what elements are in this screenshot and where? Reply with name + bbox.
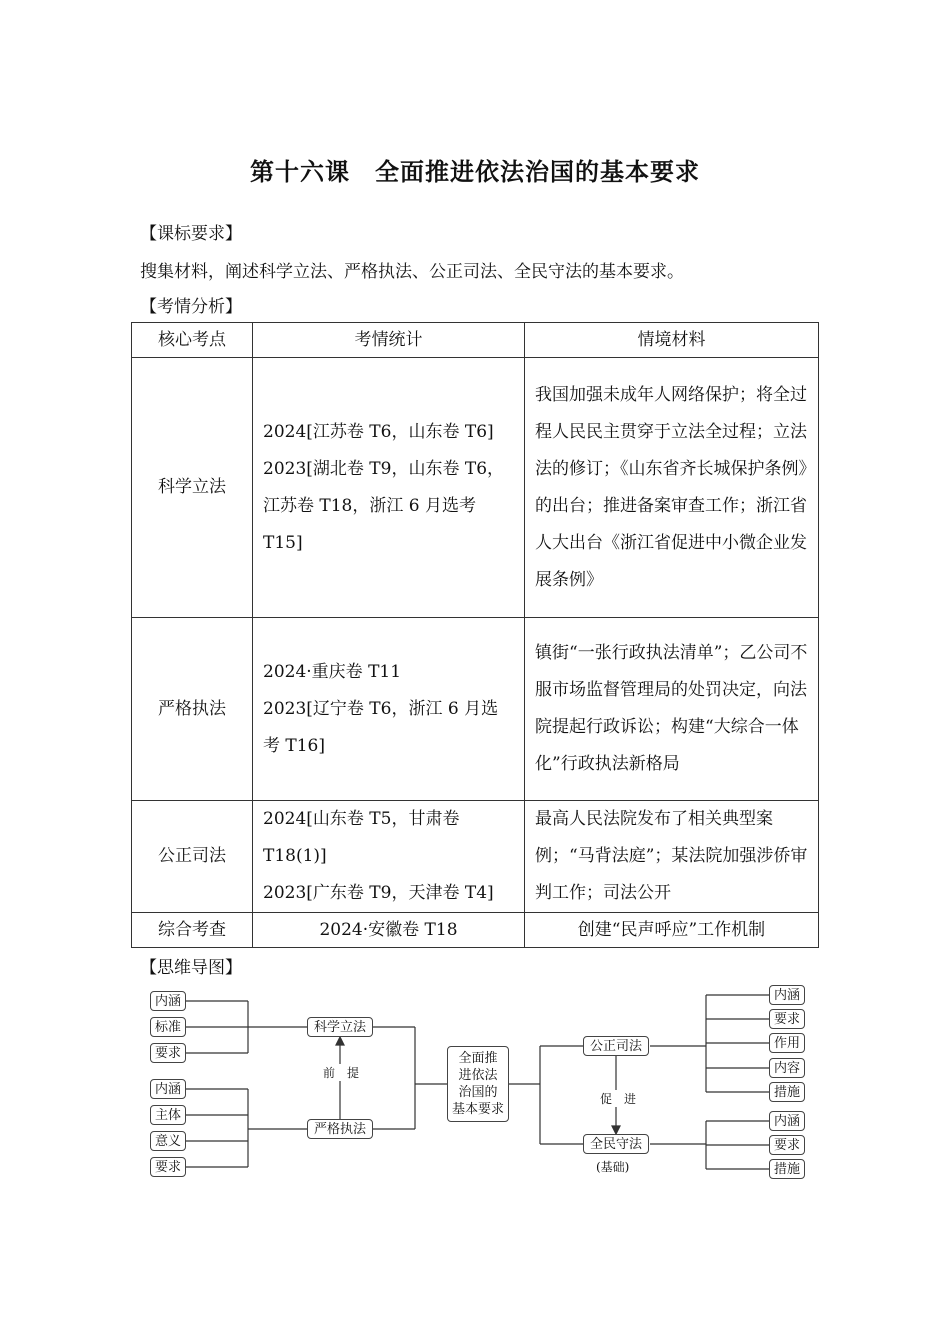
topic-cell: 严格执法 [132,618,253,801]
stats-cell [253,358,525,618]
stats-cell: 2024·安徽卷 T18 [253,913,525,948]
kexue-lifa-node: 科学立法 [307,1017,373,1037]
stats-line: 2024·重庆卷 T11 [263,661,402,682]
analysis-label: 【考情分析】 [140,297,242,317]
stats-line: 2024[山东卷 T5，甘肃卷 T18(1)] [263,809,460,866]
foundation-note: (基础) [596,1160,630,1174]
yange-child-node: 意义 [150,1131,186,1151]
center-line: 全面推 [458,1051,498,1066]
stats-line: 2023[广东卷 T9，天津卷 T4] [263,883,494,903]
center-line: 治国的 [458,1085,498,1100]
table-row [132,618,819,801]
stats-line: 2023[辽宁卷 T6，浙江 6 月选考 T16] [263,698,499,756]
premise-label: 前 提 [323,1066,360,1080]
yange-zhifa-node: 严格执法 [307,1119,373,1139]
yange-child-node: 要求 [150,1157,186,1177]
kexue-child-node: 内涵 [150,991,186,1011]
promote-label: 促 进 [600,1092,637,1106]
header-cell: 情境材料 [525,323,819,358]
quanmin-child-node: 措施 [769,1159,805,1179]
center-node [447,1046,509,1122]
header-cell: 核心考点 [132,323,253,358]
mindmap-label: 【思维导图】 [140,958,242,978]
quanmin-shoufa-node: 全民守法 [583,1134,649,1154]
standard-label: 【课标要求】 [140,224,242,244]
quanmin-child-node: 内涵 [769,1111,805,1131]
topic-cell: 综合考查 [132,913,253,948]
topic-cell: 科学立法 [132,358,253,618]
table-row [132,913,819,948]
material-cell: 最高人民法院发布了相关典型案例；“马背法庭”；某法院加强涉侨审判工作；司法公开 [525,801,819,913]
yange-child-node: 内涵 [150,1079,186,1099]
table-row [132,358,819,618]
analysis-table [131,322,819,948]
stats-line: 2024[江苏卷 T6，山东卷 T6] [263,421,494,442]
gongzheng-sifa-node: 公正司法 [583,1036,649,1056]
mind-map [140,980,820,1185]
center-line: 进依法 [458,1068,498,1083]
quanmin-child-node: 要求 [769,1135,805,1155]
table-row [132,801,819,913]
topic-cell: 公正司法 [132,801,253,913]
header-cell: 考情统计 [253,323,525,358]
standard-text: 搜集材料，阐述科学立法、严格执法、公正司法、全民守法的基本要求。 [140,262,684,282]
kexue-child-node: 要求 [150,1043,186,1063]
gongzheng-child-node: 要求 [769,1009,805,1029]
gongzheng-child-node: 措施 [769,1082,805,1102]
gongzheng-child-node: 内涵 [769,985,805,1005]
stats-cell [253,801,525,913]
center-line: 基本要求 [451,1102,504,1117]
table-header-row [132,323,819,358]
material-cell: 创建“民声呼应”工作机制 [525,913,819,948]
stats-line: 2023[湖北卷 T9，山东卷 T6，江苏卷 T18，浙江 6 月选考 T15] [263,458,505,553]
stats-cell [253,618,525,801]
material-cell: 我国加强未成年人网络保护；将全过程人民民主贯穿于立法全过程；立法法的修订；《山东省齐长城保护条例》的出台；推进备案审查工作；浙江省人大出台《浙江省促进中小微企业发展条例》 [525,358,819,618]
gongzheng-child-node: 作用 [769,1033,805,1053]
yange-child-node: 主体 [150,1105,186,1125]
gongzheng-child-node: 内容 [769,1058,805,1078]
kexue-child-node: 标准 [150,1017,186,1037]
material-cell: 镇街“一张行政执法清单”；乙公司不服市场监督管理局的处罚决定，向法院提起行政诉讼；构建“大综合一体化”行政执法新格局 [525,618,819,801]
page-title: 第十六课 全面推进依法治国的基本要求 [250,157,700,186]
